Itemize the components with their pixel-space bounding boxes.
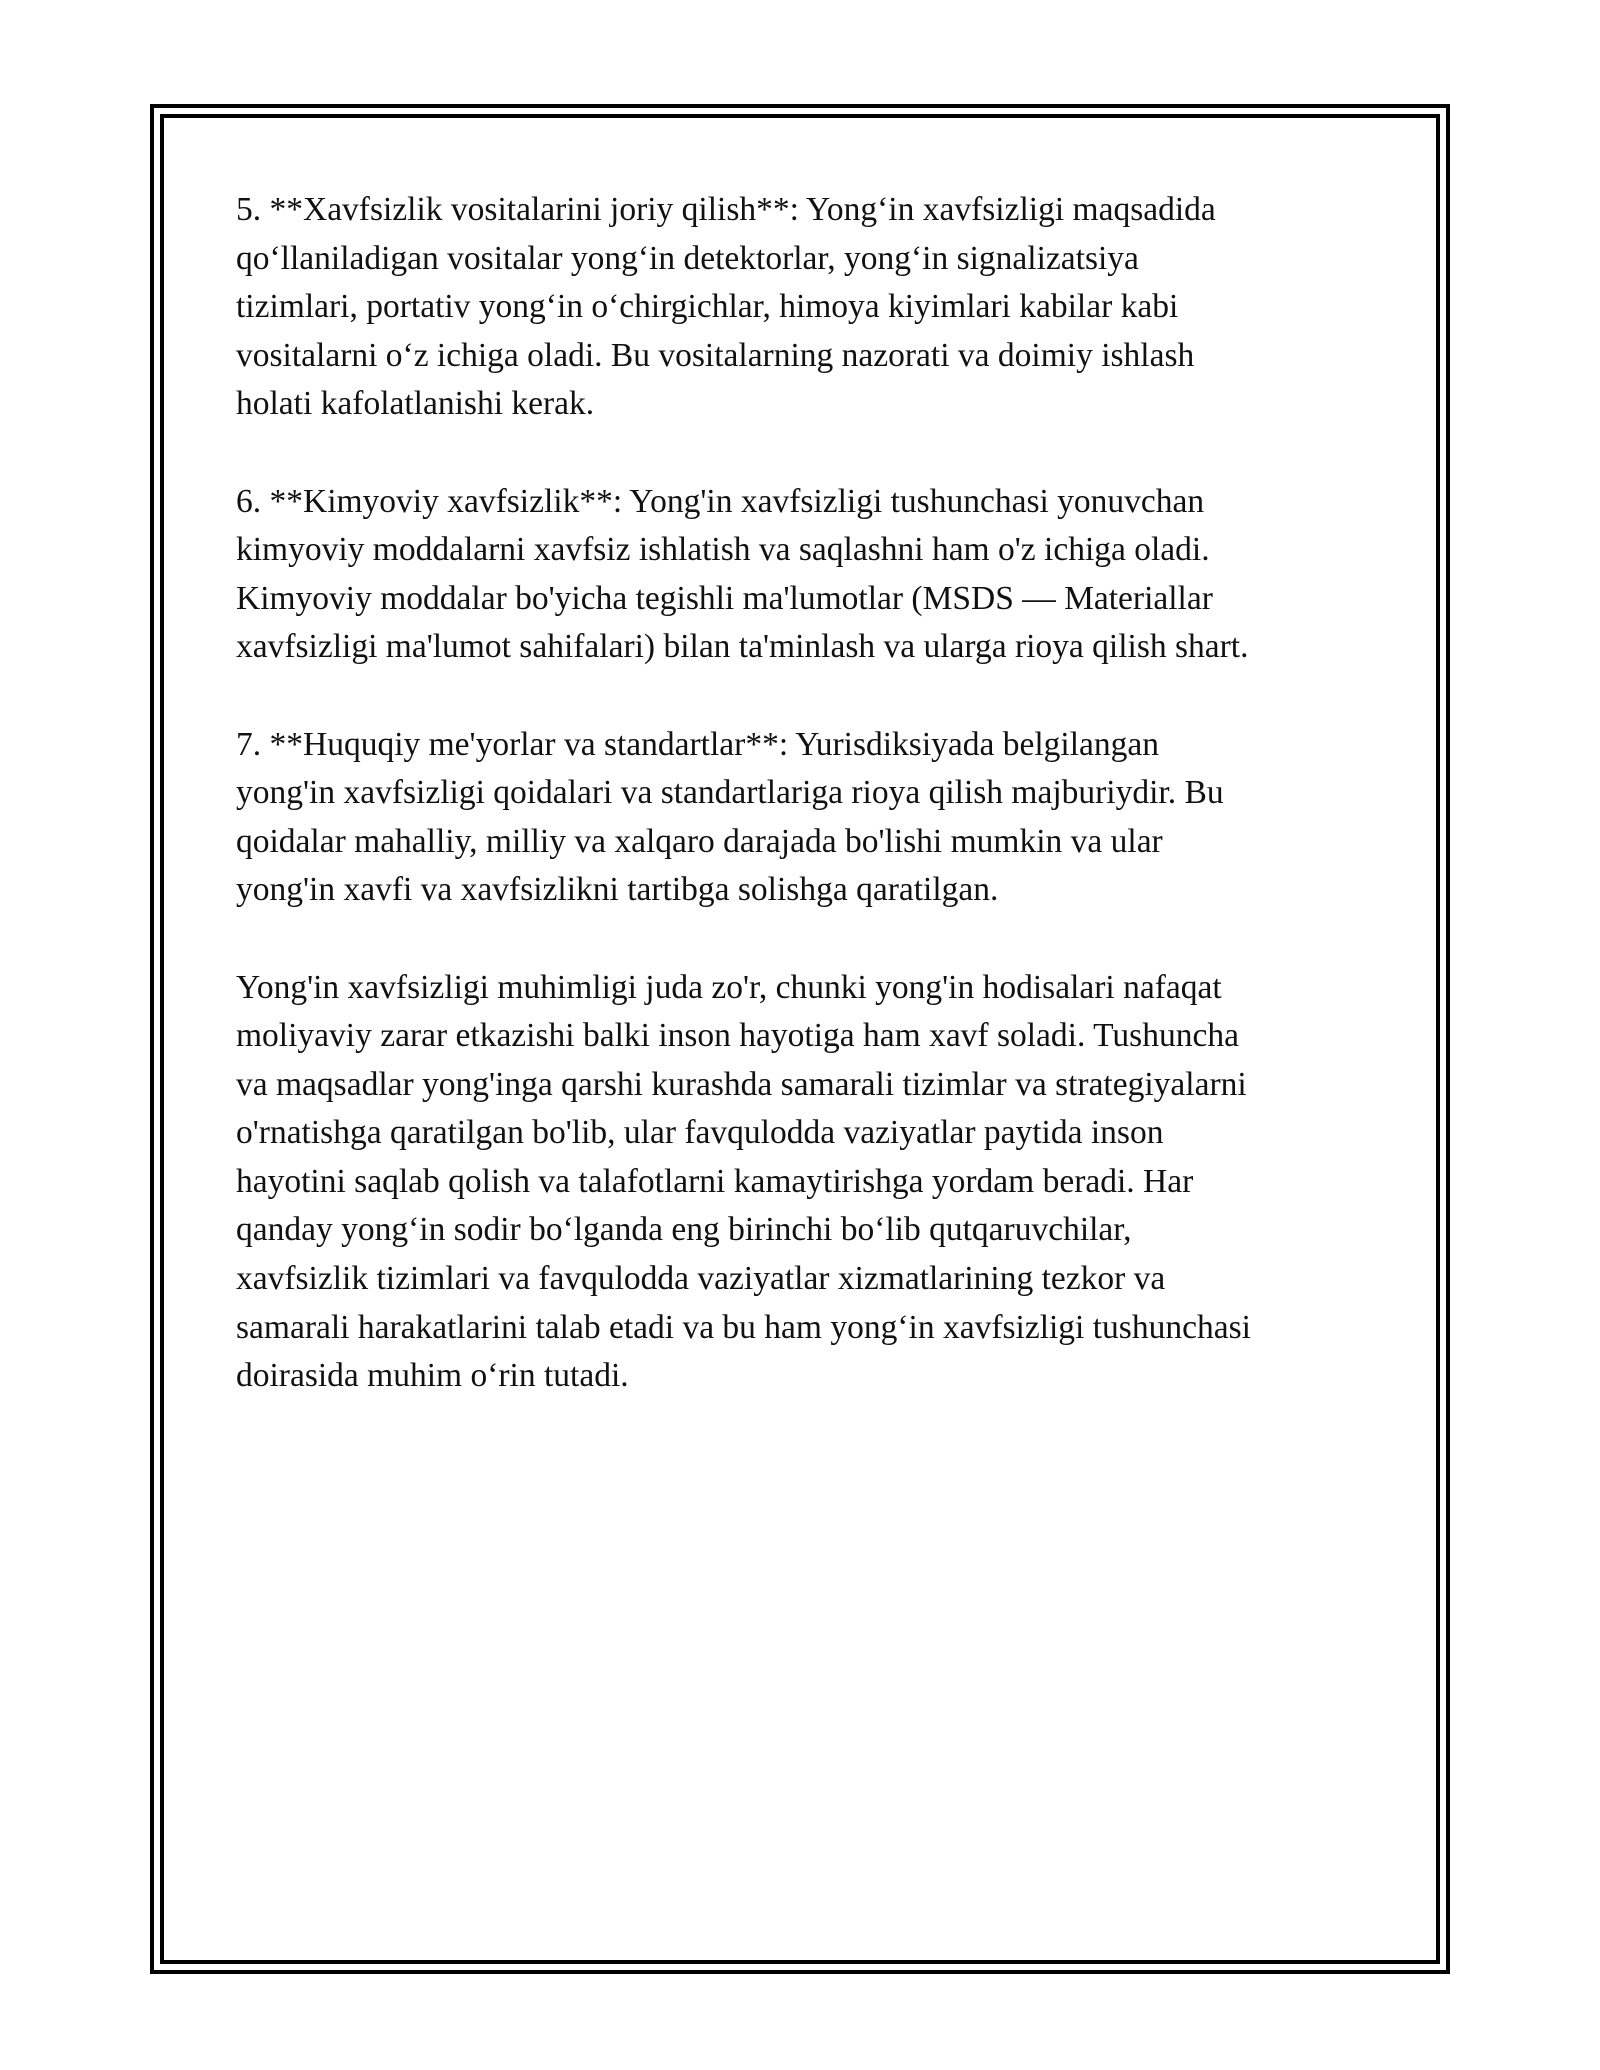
text-line: yong'in xavfsizligi qoidalari va standartlariga rioya qilish majburiydir. Bu — [236, 774, 1224, 812]
text-line: tizimlari, portativ yong‘in o‘chirgichlar, himoya kiyimlari kabilar kabi — [236, 288, 1179, 326]
text-line: hayotini saqlab qolish va talafotlarni kamaytirishga yordam beradi. Har — [236, 1162, 1194, 1200]
text-line: qanday yong‘in sodir bo‘lganda eng birinchi bo‘lib qutqaruvchilar, — [236, 1211, 1132, 1249]
paragraph-safety-tools — [236, 186, 1366, 429]
text-line: xavfsizligi ma'lumot sahifalari) bilan ta'minlash va ularga rioya qilish shart. — [236, 628, 1249, 666]
text-line: o'rnatishga qaratilgan bo'lib, ular favqulodda vaziyatlar paytida inson — [236, 1114, 1164, 1152]
text-line: Kimyoviy moddalar bo'yicha tegishli ma'lumotlar (MSDS — Materiallar — [236, 579, 1213, 617]
text-line: 7. **Huquqiy me'yorlar va standartlar**: Yurisdiksiyada belgilangan — [236, 725, 1160, 763]
text-line: qo‘llaniladigan vositalar yong‘in detektorlar, yong‘in signalizatsiya — [236, 239, 1139, 277]
text-line: doirasida muhim o‘rin tutadi. — [236, 1357, 629, 1395]
text-line: moliyaviy zarar etkazishi balki inson hayotiga ham xavf soladi. Tushuncha — [236, 1017, 1239, 1055]
paragraph-chemical-safety — [236, 478, 1366, 672]
paragraph-conclusion — [236, 964, 1366, 1401]
text-line: samarali harakatlarini talab etadi va bu ham yong‘in xavfsizligi tushunchasi — [236, 1308, 1251, 1346]
text-line: qoidalar mahalliy, milliy va xalqaro darajada bo'lishi mumkin va ular — [236, 822, 1163, 860]
text-line: xavfsizlik tizimlari va favqulodda vaziyatlar xizmatlarining tezkor va — [236, 1260, 1166, 1298]
text-line: kimyoviy moddalarni xavfsiz ishlatish va saqlashni ham o'z ichiga oladi. — [236, 531, 1210, 569]
text-line: 5. **Xavfsizlik vositalarini joriy qilish**: Yong‘in xavfsizligi maqsadida — [236, 191, 1216, 228]
text-line: vositalarni o‘z ichiga oladi. Bu vositalarning nazorati va doimiy ishlash — [236, 336, 1195, 374]
text-line: va maqsadlar yong'inga qarshi kurashda samarali tizimlar va strategiyalarni — [236, 1065, 1247, 1103]
text-line: 6. **Kimyoviy xavfsizlik**: Yong'in xavfsizligi tushunchasi yonuvchan — [236, 482, 1205, 520]
text-line: yong'in xavfi va xavfsizlikni tartibga solishga qaratilgan. — [236, 871, 999, 909]
paragraph-legal-standards — [236, 721, 1366, 915]
text-line: Yong'in xavfsizligi muhimligi juda zo'r, chunki yong'in hodisalari nafaqat — [236, 968, 1222, 1006]
text-line: holati kafolatlanishi kerak. — [236, 385, 595, 423]
document-body — [236, 186, 1366, 1449]
